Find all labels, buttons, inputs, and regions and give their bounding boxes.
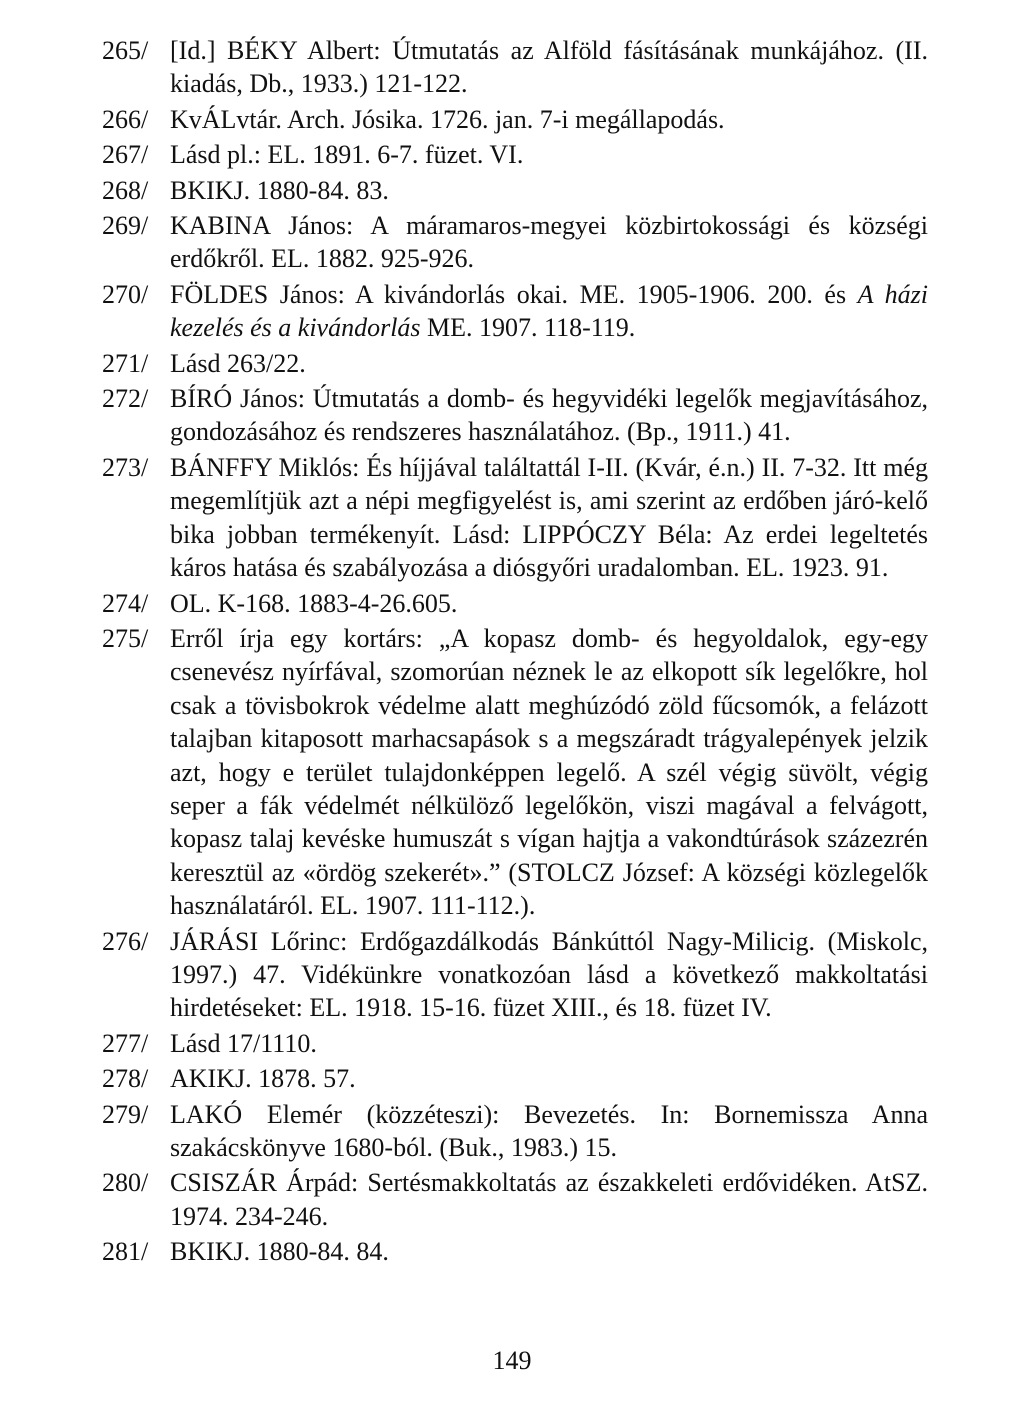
footnote-entry	[102, 103, 928, 136]
footnote-number: 275/	[102, 623, 149, 653]
footnote-text-run: OL. K-168. 1883-4-26.605.	[170, 588, 458, 618]
footnote-text	[170, 1166, 928, 1233]
footnote-entry	[102, 1062, 928, 1095]
footnote-entry	[102, 622, 928, 923]
footnote-text	[170, 138, 928, 171]
footnote-number: 274/	[102, 588, 149, 618]
footnote-entry	[102, 587, 928, 620]
footnote-text-run: BÍRÓ János: Útmutatás a domb- és hegyvidéki legelők megjavításához, gondozásához és rendszeres használatához. (Bp., 1911.) 41.	[170, 384, 928, 447]
footnote-number: 265/	[102, 36, 149, 65]
footnote-number: 266/	[102, 104, 149, 134]
footnote-entry	[102, 34, 928, 101]
footnote-text-run: JÁRÁSI Lőrinc: Erdőgazdálkodás Bánkúttól Nagy-Milicig. (Miskolc, 1997.) 47. Vidékünkre vonatkozóan lásd a következő makkoltatási hirdetéseket: EL. 1918. 15-16. füzet XIII., és 18. füzet IV.	[170, 926, 928, 1023]
footnote-text	[170, 1235, 928, 1268]
footnote-text-run: CSISZÁR Árpád: Sertésmakkoltatás az északkeleti erdővidéken. AtSZ. 1974. 234-246.	[170, 1168, 928, 1231]
footnote-text	[170, 209, 928, 276]
footnote-text-run: Lásd 263/22.	[170, 348, 306, 378]
footnote-text	[170, 925, 928, 1025]
footnote-entry	[102, 382, 928, 449]
footnote-entry	[102, 925, 928, 1025]
footnote-text	[170, 103, 928, 136]
footnote-number: 280/	[102, 1168, 149, 1198]
footnote-number: 268/	[102, 175, 149, 205]
footnote-number: 267/	[102, 140, 149, 170]
footnote-entry	[102, 347, 928, 380]
footnote-number: 279/	[102, 1099, 149, 1129]
footnote-text-run: LAKÓ Elemér (közzéteszi): Bevezetés. In: Bornemissza Anna szakácskönyve 1680-ból. (Buk., 1983.) 15.	[170, 1099, 928, 1162]
footnote-text-run: Erről írja egy kortárs: „A kopasz domb- és hegyoldalok, egy-egy csenevész nyírfával, szomorúan néznek le az elkopott sík legelőkre, hol csak a tövisbokrok védelme alatt meghúzódó zöld fűcsomók, a felázott talajban kitaposott marhacsapások s a megszáradt trágyalepények jelzik azt, hogy e terület tulajdonképpen legelő. A szél végig süvölt, végig seper a fák védelmét nélkülöző legelőkön, viszi magával a felvágott, kopasz talaj kevéske humuszát s vígan hajtja a vakondtúrások százezrén keresztül az «ördög szekerét».” (STOLCZ József: A községi közlegelők használatáról. EL. 1907. 111-112.).	[170, 623, 928, 921]
footnotes-page	[102, 34, 928, 1271]
footnote-entry	[102, 278, 928, 345]
footnote-number: 278/	[102, 1064, 149, 1094]
footnote-number: 271/	[102, 348, 149, 378]
footnote-entry	[102, 209, 928, 276]
italic-title: A házi kezelés és a kivándorlás	[170, 279, 928, 343]
footnote-number: 277/	[102, 1028, 149, 1058]
footnote-entry	[102, 1166, 928, 1233]
footnote-text-run: Lásd pl.: EL. 1891. 6-7. füzet. VI.	[170, 140, 524, 170]
footnote-text-run: FÖLDES János: A kivándorlás okai. ME. 1905-1906. 200. és	[170, 279, 858, 309]
footnote-text-run: [Id.] BÉKY Albert: Útmutatás az Alföld fásításának munkájához. (II. kiadás, Db., 1933.) 121-122.	[170, 36, 928, 99]
footnote-text-run: BKIKJ. 1880-84. 83.	[170, 175, 389, 205]
footnote-entry	[102, 174, 928, 207]
footnote-entry	[102, 451, 928, 585]
footnote-text	[170, 587, 928, 620]
footnote-text	[170, 382, 928, 449]
footnote-text	[170, 174, 928, 207]
footnote-text	[170, 451, 928, 585]
footnote-entry	[102, 1235, 928, 1268]
footnote-entry	[102, 138, 928, 171]
footnote-text	[170, 1098, 928, 1165]
footnote-text	[170, 622, 928, 923]
footnote-number: 273/	[102, 452, 149, 482]
footnote-number: 272/	[102, 384, 149, 414]
footnote-number: 270/	[102, 279, 149, 309]
footnote-text-run: KvÁLvtár. Arch. Jósika. 1726. jan. 7-i megállapodás.	[170, 104, 725, 134]
footnote-text-run: Lásd 17/1110.	[170, 1028, 317, 1058]
footnote-text	[170, 1027, 928, 1060]
page-number: 149	[492, 1346, 532, 1375]
footnote-text	[170, 1062, 928, 1095]
footnote-entry	[102, 1027, 928, 1060]
footnote-number: 276/	[102, 926, 149, 956]
footnote-text-run: KABINA János: A máramaros-megyei közbirtokossági és községi erdőkről. EL. 1882. 925-926.	[170, 211, 928, 274]
footnote-text	[170, 278, 928, 345]
footnote-text-run: BKIKJ. 1880-84. 84.	[170, 1237, 389, 1267]
footnote-text-run: AKIKJ. 1878. 57.	[170, 1064, 356, 1094]
footnote-text	[170, 347, 928, 380]
footnote-text	[170, 34, 928, 101]
footnote-number: 269/	[102, 211, 149, 241]
footnote-number: 281/	[102, 1237, 149, 1267]
footnote-text-run: ME. 1907. 118-119.	[420, 313, 636, 343]
footnote-entry	[102, 1098, 928, 1165]
footnote-text-run: BÁNFFY Miklós: És híjjával találtattál I-II. (Kvár, é.n.) II. 7-32. Itt még megemlítjük azt a népi megfigyelést is, ami szerint az erdőben járó-kelő bika jobban termékenyít. Lásd: LIPPÓCZY Béla: Az erdei legeltetés káros hatása és szabályozása a diósgyőri uradalomban. EL. 1923. 91.	[170, 452, 928, 583]
